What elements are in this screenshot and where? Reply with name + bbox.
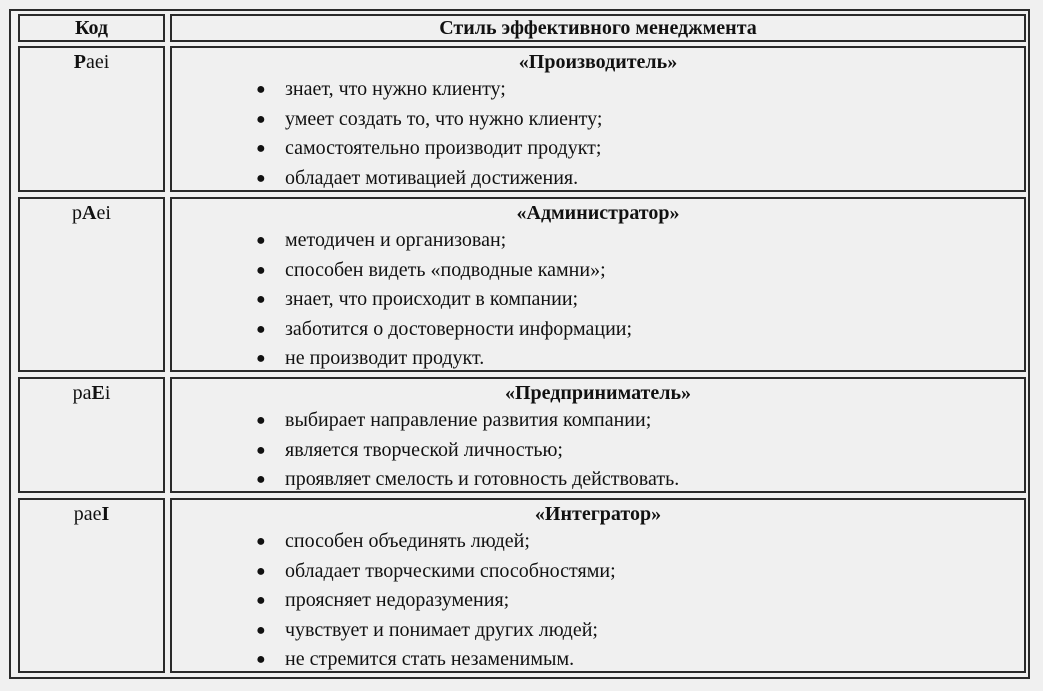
trait-text: является творческой личностью; — [285, 438, 563, 461]
bullet-icon: ● — [256, 592, 266, 609]
list-item — [172, 586, 1024, 616]
header-code-label: Код — [74, 17, 109, 39]
bullet-icon: ● — [256, 81, 266, 98]
code-prefix: pa — [72, 382, 92, 404]
bullet-icon: ● — [256, 169, 266, 187]
trait-text: не стремится стать незаменимым. — [285, 648, 575, 670]
bullet-icon: ● — [256, 621, 266, 639]
code-cell-entrepreneur — [18, 377, 165, 493]
code-suffix: ei — [96, 202, 111, 224]
code-emphasis: P — [73, 51, 86, 73]
style-title: «Администратор» — [516, 202, 680, 224]
code-prefix: p — [72, 202, 83, 224]
header-style-label: Стиль эффективного менеджмента — [439, 17, 757, 39]
list-item — [172, 285, 1024, 315]
code-emphasis: A — [82, 202, 97, 224]
trait-text: способен видеть «подводные камни»; — [285, 258, 606, 281]
bullet-icon: ● — [256, 140, 266, 157]
trait-text: обладает творческими способностями; — [285, 559, 616, 582]
trait-list — [172, 75, 1024, 192]
trait-text: выбирает направление развития компании; — [285, 409, 652, 431]
list-item — [172, 164, 1024, 193]
trait-list — [172, 527, 1024, 673]
trait-text: знает, что происходит в компании; — [285, 288, 579, 310]
bullet-icon: ● — [256, 441, 266, 459]
list-item — [172, 527, 1024, 557]
trait-text: проявляет смелость и готовность действовать. — [285, 468, 680, 490]
code-suffix: aei — [85, 51, 110, 73]
list-item — [172, 465, 1024, 493]
bullet-icon: ● — [256, 350, 266, 367]
code-cell-producer — [18, 46, 165, 192]
bullet-icon: ● — [256, 471, 266, 488]
style-cell-entrepreneur — [170, 377, 1026, 493]
trait-text: методичен и организован; — [285, 229, 507, 251]
list-item — [172, 436, 1024, 466]
code-cell-administrator — [18, 197, 165, 372]
list-item — [172, 105, 1024, 135]
code-prefix: pae — [73, 503, 102, 525]
list-item — [172, 645, 1024, 673]
trait-text: не производит продукт. — [285, 347, 485, 369]
bullet-icon: ● — [256, 562, 266, 580]
trait-text: проясняет недоразумения; — [285, 589, 510, 611]
bullet-icon: ● — [256, 533, 266, 550]
list-item — [172, 134, 1024, 164]
code-cell-integrator — [18, 498, 165, 673]
style-title: «Предприниматель» — [504, 382, 692, 404]
header-style-cell — [170, 14, 1026, 42]
bullet-icon: ● — [256, 651, 266, 668]
code-suffix: i — [104, 382, 111, 404]
trait-text: способен объединять людей; — [285, 530, 530, 552]
trait-list — [172, 406, 1024, 493]
bullet-icon: ● — [256, 320, 266, 338]
style-title: «Интегратор» — [534, 503, 662, 525]
style-cell-producer — [170, 46, 1026, 192]
code-emphasis: I — [101, 503, 110, 525]
trait-text: обладает мотивацией достижения. — [285, 166, 579, 189]
style-title: «Производитель» — [518, 51, 678, 73]
trait-text: знает, что нужно клиенту; — [285, 78, 506, 100]
trait-text: умеет создать то, что нужно клиенту; — [285, 107, 603, 130]
code-emphasis: E — [91, 382, 105, 404]
list-item — [172, 75, 1024, 105]
style-cell-integrator — [170, 498, 1026, 673]
bullet-icon: ● — [256, 412, 266, 429]
list-item — [172, 344, 1024, 372]
list-item — [172, 315, 1024, 345]
bullet-icon: ● — [256, 261, 266, 279]
header-code-cell — [18, 14, 165, 42]
style-cell-administrator — [170, 197, 1026, 372]
trait-list — [172, 226, 1024, 372]
bullet-icon: ● — [256, 291, 266, 308]
bullet-icon: ● — [256, 232, 266, 249]
bullet-icon: ● — [256, 110, 266, 128]
list-item — [172, 557, 1024, 587]
list-item — [172, 256, 1024, 286]
list-item — [172, 406, 1024, 436]
trait-text: чувствует и понимает других людей; — [285, 618, 598, 641]
list-item — [172, 226, 1024, 256]
trait-text: самостоятельно производит продукт; — [285, 137, 602, 159]
trait-text: заботится о достоверности информации; — [285, 317, 633, 340]
list-item — [172, 616, 1024, 646]
